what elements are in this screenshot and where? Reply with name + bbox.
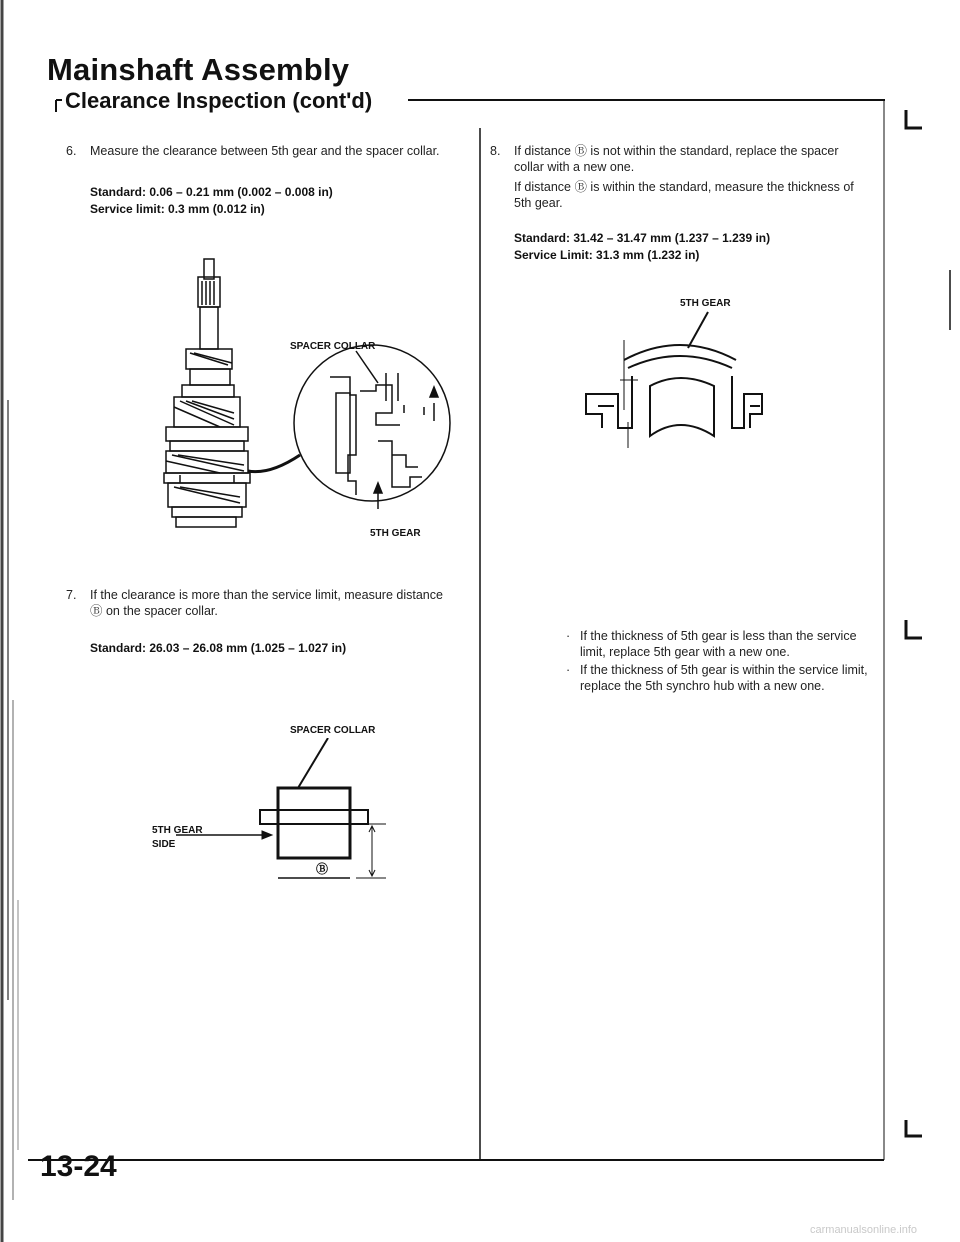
step-6-service-limit: Service limit: 0.3 mm (0.012 in) (90, 202, 265, 216)
step-7-text: If the clearance is more than the service limit, measure distance Ⓑ on the spacer collar. (90, 588, 443, 618)
watermark: carmanualsonline.info (810, 1224, 918, 1236)
step-8 (490, 143, 866, 211)
step-6-standard: Standard: 0.06 – 0.21 mm (0.002 – 0.008 in) (90, 185, 333, 199)
bullet-text: If the thickness of 5th gear is less than the service limit, replace 5th gear with a new one. (580, 629, 857, 659)
5th-gear-side-label (152, 824, 203, 852)
step-number: 7. (66, 588, 77, 602)
margin-marks (880, 100, 960, 1180)
page-title: Mainshaft Assembly (47, 52, 350, 87)
5th-gear-label: 5TH GEAR (370, 528, 421, 539)
step-8-bullets (566, 628, 870, 696)
5th-gear-label: 5TH GEAR (680, 298, 731, 309)
spacer-collar-label: SPACER COLLAR (290, 341, 376, 352)
spacer-collar-label: SPACER COLLAR (290, 725, 376, 736)
step-6-text: Measure the clearance between 5th gear and the spacer collar. (90, 144, 440, 158)
step-8-standard: Standard: 31.42 – 31.47 mm (1.237 – 1.239 in) (514, 231, 771, 245)
step-number: 6. (66, 144, 77, 158)
step-8-text-2: If distance Ⓑ is within the standard, measure the thickness of 5th gear. (514, 180, 854, 210)
step-6 (66, 143, 458, 159)
mainshaft-figure (160, 255, 470, 545)
step-8-service-limit: Service Limit: 31.3 mm (1.232 in) (514, 248, 700, 262)
label-line-1: 5TH GEAR (152, 825, 203, 836)
bullet-text: If the thickness of 5th gear is within the service limit, replace the 5th synchro hub with a new one. (580, 663, 868, 693)
step-7 (66, 587, 458, 619)
distance-b-label: Ⓑ (316, 862, 329, 876)
label-line-2: SIDE (152, 839, 176, 850)
bullet-item: · If the thickness of 5th gear is within the service limit, replace the 5th synchro hub with a new one. (566, 663, 868, 693)
binding-edge (0, 0, 30, 1242)
step-number: 8. (490, 144, 501, 158)
bullet-item: · If the thickness of 5th gear is less than the service limit, replace 5th gear with a new one. (566, 629, 857, 659)
5th-gear-figure (584, 310, 764, 460)
page-number: 13-24 (40, 1150, 117, 1183)
step-7-standard: Standard: 26.03 – 26.08 mm (1.025 – 1.027 in) (90, 641, 347, 655)
step-8-text-1: If distance Ⓑ is not within the standard, replace the spacer collar with a new one. (514, 144, 839, 174)
section-subtitle: Clearance Inspection (cont'd) (65, 88, 373, 113)
spacer-collar-figure (150, 738, 410, 888)
